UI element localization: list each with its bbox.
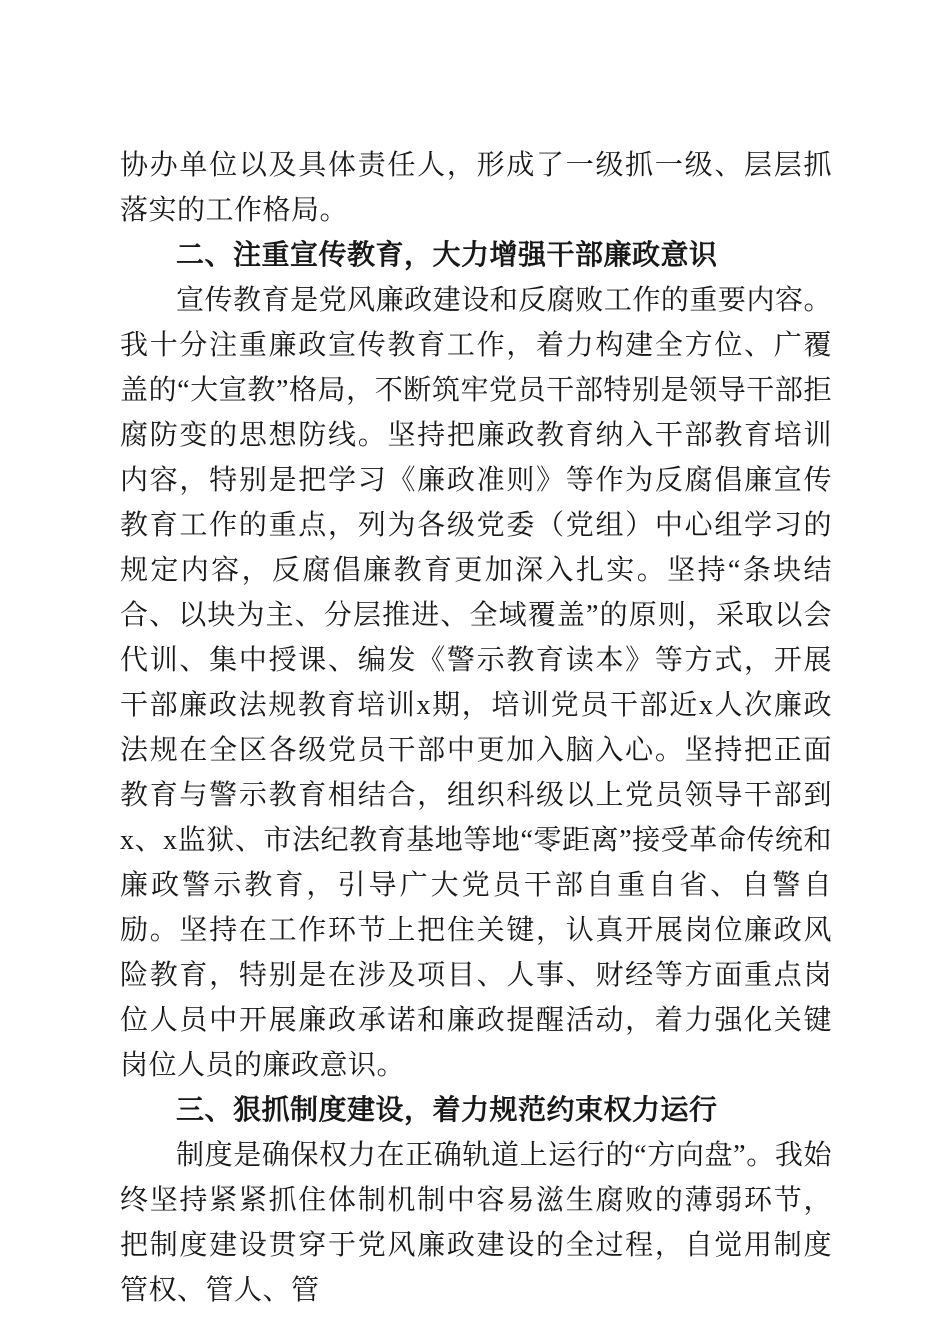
body-paragraph: 制度是确保权力在正确轨道上运行的“方向盘”。我始终坚持紧紧抓住体制机制中容易滋生腐败的薄弱环节，把制度建设贯穿于党风廉政建设的全过程，自觉用制度管权、管人、管 bbox=[120, 1140, 832, 1306]
body-paragraph: 协办单位以及具体责任人，形成了一级抓一级、层层抓落实的工作格局。 bbox=[120, 150, 832, 226]
body-paragraph: 宣传教育是党风廉政建设和反腐败工作的重要内容。我十分注重廉政宣传教育工作，着力构建全方位、广覆盖的“大宣教”格局，不断筑牢党员干部特别是领导干部拒腐防变的思想防线。坚持把廉政教育纳入干部教育培训内容，特别是把学习《廉政准则》等作为反腐倡廉宣传教育工作的重点，列为各级党委（党组）中心组学习的规定内容，反腐倡廉教育更加深入扎实。坚持“条块结合、以块为主、分层推进、全域覆盖”的原则，采取以会代训、集中授课、编发《警示教育读本》等方式，开展干部廉政法规教育培训x期，培训党员干部近x人次廉政法规在全区各级党员干部中更加入脑入心。坚持把正面教育与警示教育相结合，组织科级以上党员领导干部到x、x监狱、市法纪教育基地等地“零距离”接受革命传统和廉政警示教育，引导广大党员干部自重自省、自警自励。坚持在工作环节上把住关键，认真开展岗位廉政风险教育，特别是在涉及项目、人事、财经等方面重点岗位人员中开展廉政承诺和廉政提醒活动，着力强化关键岗位人员的廉政意识。 bbox=[120, 285, 832, 1081]
section-heading: 二、注重宣传教育，大力增强干部廉政意识 bbox=[176, 240, 718, 271]
section-heading: 三、狠抓制度建设，着力规范约束权力运行 bbox=[176, 1095, 718, 1126]
document-content bbox=[120, 143, 832, 1313]
